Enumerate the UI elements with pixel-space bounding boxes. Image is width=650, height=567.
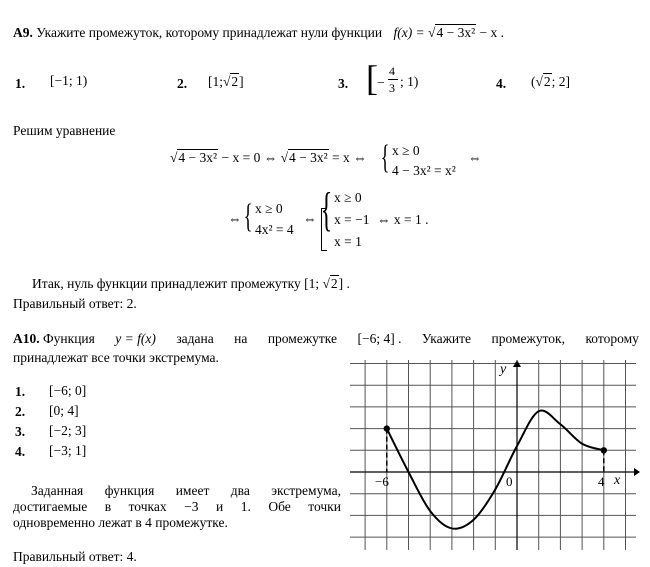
a9-eq2-mid: ⇔ [303,211,317,226]
a10-q-w3: на [234,331,248,346]
a9-eq1-end: ⇔ [468,150,482,165]
a10-q-w6: Укажите [421,331,472,346]
a9-conclusion: Итак, нуль функции принадлежит промежутку [1; √2] . [32,276,350,291]
a10-q-w2: задана [176,331,214,346]
a10-ex2-w7: точки [308,499,341,514]
a10-opt4-text: [−3; 1] [49,443,87,458]
a9-question: A9. Укажите промежуток, которому принадлежат нули функции f(x) = √4 − 3x² − x . [13,25,505,40]
a10-question-line1 [13,331,639,347]
a10-q-w0: Функция [43,331,95,346]
a9-eq1-left: √4 − 3x² − x = 0 ⇔ √4 − 3x² = x ⇔ [170,150,367,165]
a9-func-lhs: f(x) = [393,25,425,40]
a9-opt3-post: ; 1) [400,74,419,89]
a10-ex2-w2: точках [128,499,167,514]
a10-q-w7: промежуток, [491,331,565,346]
a9-eq1-a: − x = 0 ⇔ [221,150,278,165]
tick-label-0: 0 [506,474,513,489]
a9-eq1-brace: { [380,139,390,176]
a9-opt4: (√2; 2] [531,74,571,89]
a10-ex1-w2: имеет [175,483,210,498]
a9-solve-intro: Решим уравнение [13,123,116,138]
a10-question-line2: принадлежат все точки экстремума. [13,350,219,365]
a10-ex2-w4: и [215,499,224,514]
a9-eq1-b: = x ⇔ [332,150,367,165]
a10-explain-l1 [31,483,341,499]
a10-ex2-w3: −3 [184,499,199,514]
a10-q-w5: [−6; 4] . [357,331,402,346]
a10-opt3-text: [−2; 3] [49,423,87,438]
endpoint-left [384,425,390,431]
a9-opt2: [1;√2] [208,74,244,89]
a9-opt2-num: 2. [177,76,188,91]
a9-opt1-num: 1. [15,76,26,91]
a9-conclusion-post: ] . [338,276,350,291]
a9-eq2-bracket [321,208,327,251]
a9-eq1-sys1: x ≥ 0 [392,143,420,158]
a9-eq2-sys1: x ≥ 0 [255,201,283,216]
a10-q-w1: y = f(x) [115,331,156,346]
a9-opt2-post: ] [239,74,244,89]
a10-opt1-num: 1. [15,384,26,399]
a9-eq1-root-b: 4 − 3x² [289,150,328,165]
a10-ex1-w0: Заданная [31,483,84,498]
a9-opt2-root: 2 [231,74,239,89]
a9-opt4-root: 2 [543,74,551,89]
a9-conclusion-pre: Итак, нуль функции принадлежит промежутку [1; [32,276,320,291]
a10-answer: Правильный ответ: 4. [13,549,137,564]
a10-ex1-w1: функция [104,483,155,498]
a9-eq2-r2: x = −1 [334,212,370,227]
a10-opt2-text: [0; 4] [49,403,79,418]
a10-ex1-w3: два [230,483,250,498]
a9-conclusion-root: 2 [330,276,338,291]
a9-eq2-r1: x ≥ 0 [334,190,362,205]
a10-q-w4: промежутке [267,331,338,346]
a10-q-w8: которому [585,331,639,346]
endpoint-right [601,447,607,453]
tick-label-minus6: −6 [375,474,389,489]
a9-question-text: Укажите промежуток, которому принадлежат нули функции [36,25,383,40]
a9-number: A9. [13,25,33,40]
a9-opt3-frac-den: 3 [389,81,395,95]
a9-opt4-post: ; 2] [551,74,571,89]
a10-number: A10. [13,331,40,346]
a10-function-graph [350,360,640,550]
a9-func-root: 4 − 3x² [436,25,476,40]
a10-opt2-num: 2. [15,404,26,419]
a9-opt3-frac-num: 4 [389,64,395,78]
a9-eq2-start: ⇔ [228,211,242,226]
a9-answer: Правильный ответ: 2. [13,296,137,311]
a9-eq2-end: ⇔ x = 1 . [377,212,429,227]
tick-label-4: 4 [598,474,605,489]
graph-grid [350,360,636,550]
a9-eq2-brace: { [243,198,253,235]
a9-opt4-num: 4. [496,76,507,91]
a9-eq2-brace2: { [320,183,333,236]
a10-explain-l2 [13,499,341,515]
a10-ex1-w4: экстремума, [271,483,341,498]
a9-opt3-num: 3. [338,76,349,91]
a10-ex2-w5: 1. [240,499,251,514]
a9-opt4-pre: ( [531,74,536,89]
a9-eq1-sys2: 4 − 3x² = x² [392,163,456,178]
a10-ex2-w6: Обе [268,499,291,514]
a9-eq2-r3: x = 1 [334,234,362,249]
a10-ex2-w1: в [104,499,112,514]
a9-opt2-pre: [1; [208,74,223,89]
x-axis-arrow [634,468,640,476]
a10-explain-l3: одновременно лежат в 4 промежутке. [13,515,228,530]
a10-ex2-w0: достигаемые [13,499,88,514]
a9-func-rest: − x . [479,25,505,40]
a9-eq1-root-a: 4 − 3x² [178,150,218,165]
a10-opt4-num: 4. [15,444,26,459]
a9-opt1-text: [−1; 1) [50,73,88,88]
y-axis-label: y [500,362,507,377]
a9-eq2-sys2: 4x² = 4 [255,222,294,237]
a10-opt3-num: 3. [15,424,26,439]
x-axis-label: x [614,473,621,488]
a10-opt1-text: [−6; 0] [49,383,87,398]
